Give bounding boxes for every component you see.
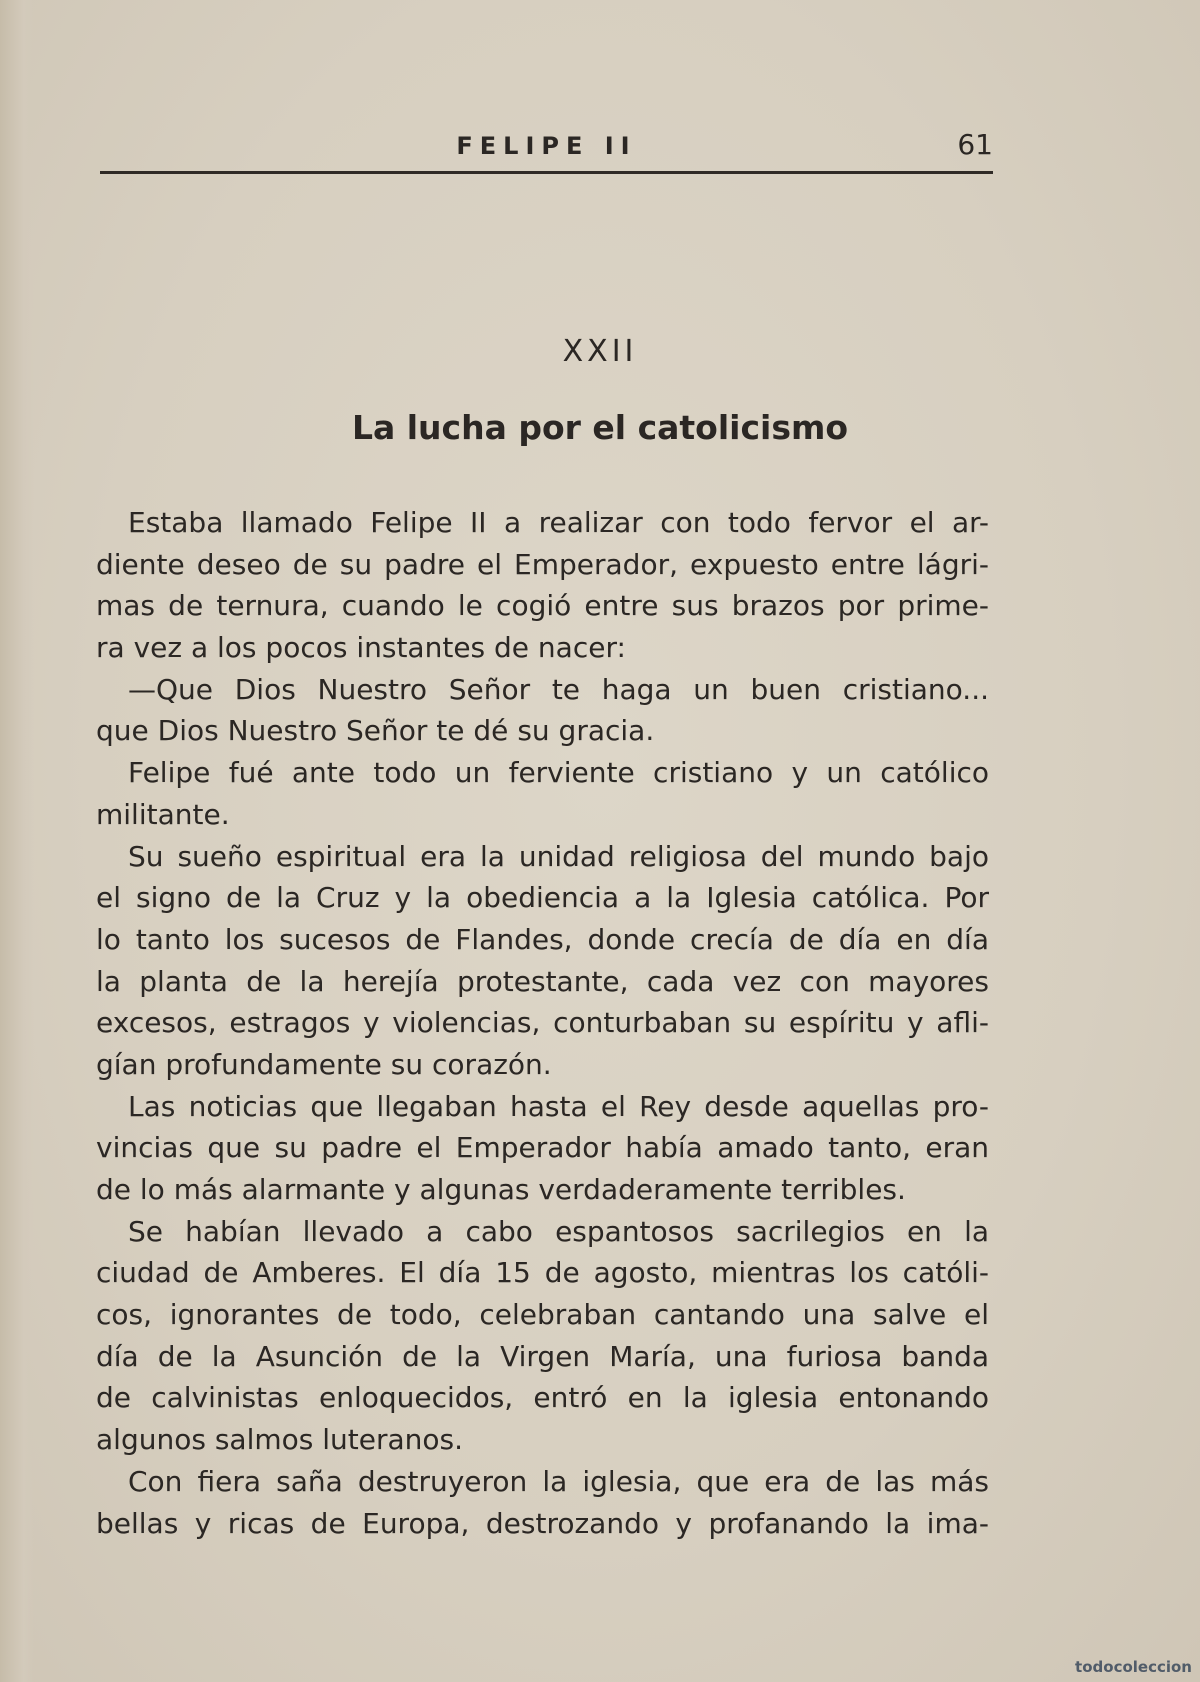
text-line: ra vez a los pocos instantes de nacer: <box>96 631 626 665</box>
chapter-title: La lucha por el catolicismo <box>351 408 849 447</box>
text-line: vincias que su padre el Emperador había amado tanto, eran <box>96 1131 989 1165</box>
text-line: —Que Dios Nuestro Señor te haga un buen cristiano... <box>128 672 989 706</box>
text-line: algunos salmos luteranos. <box>96 1423 464 1457</box>
text-line: gían profundamente su corazón. <box>96 1047 552 1081</box>
text-line: Las noticias que llegaban hasta el Rey desde aquellas pro- <box>128 1089 989 1123</box>
text-line: ciudad de Amberes. El día 15 de agosto, mientras los católi- <box>96 1256 989 1290</box>
text-line: día de la Asunción de la Virgen María, una furiosa banda <box>96 1339 989 1373</box>
text-line: Se habían llevado a cabo espantosos sacrilegios en la <box>128 1214 989 1248</box>
text-line: Felipe fué ante todo un ferviente cristiano y un católico <box>128 756 989 790</box>
text-line: de lo más alarmante y algunas verdaderamente terribles. <box>96 1173 906 1206</box>
text-line: el signo de la Cruz y la obediencia a la Iglesia católica. Por <box>96 881 989 915</box>
text-line: la planta de la herejía protestante, cada vez con mayores <box>96 964 989 998</box>
running-title: FELIPE II <box>456 132 637 160</box>
text-line: que Dios Nuestro Señor te dé su gracia. <box>96 714 655 748</box>
text-line: cos, ignorantes de todo, celebraban cantando una salve el <box>96 1298 989 1332</box>
text-line: diente deseo de su padre el Emperador, expuesto entre lágri- <box>96 547 989 581</box>
text-line: excesos, estragos y violencias, conturbaban su espíritu y afli- <box>96 1006 989 1040</box>
text-line: bellas y ricas de Europa, destrozando y profanando la ima- <box>96 1506 989 1540</box>
watermark: todocoleccion <box>1075 1658 1192 1676</box>
chapter-number: XXII <box>562 334 638 369</box>
page-edge-shadow <box>0 0 34 1682</box>
text-line: Su sueño espiritual era la unidad religiosa del mundo bajo <box>128 839 989 873</box>
header-rule <box>100 171 993 174</box>
body-text <box>96 502 989 1544</box>
page-header <box>100 128 993 172</box>
text-line: Con fiera saña destruyeron la iglesia, que era de las más <box>128 1464 989 1498</box>
text-line: mas de ternura, cuando le cogió entre sus brazos por prime- <box>96 589 989 623</box>
text-line: militante. <box>96 797 230 831</box>
text-line: lo tanto los sucesos de Flandes, donde crecía de día en día <box>96 922 989 956</box>
page-number: 61 <box>957 128 993 161</box>
text-line: Estaba llamado Felipe II a realizar con todo fervor el ar- <box>128 506 989 539</box>
text-line: de calvinistas enloquecidos, entró en la iglesia entonando <box>96 1381 989 1415</box>
